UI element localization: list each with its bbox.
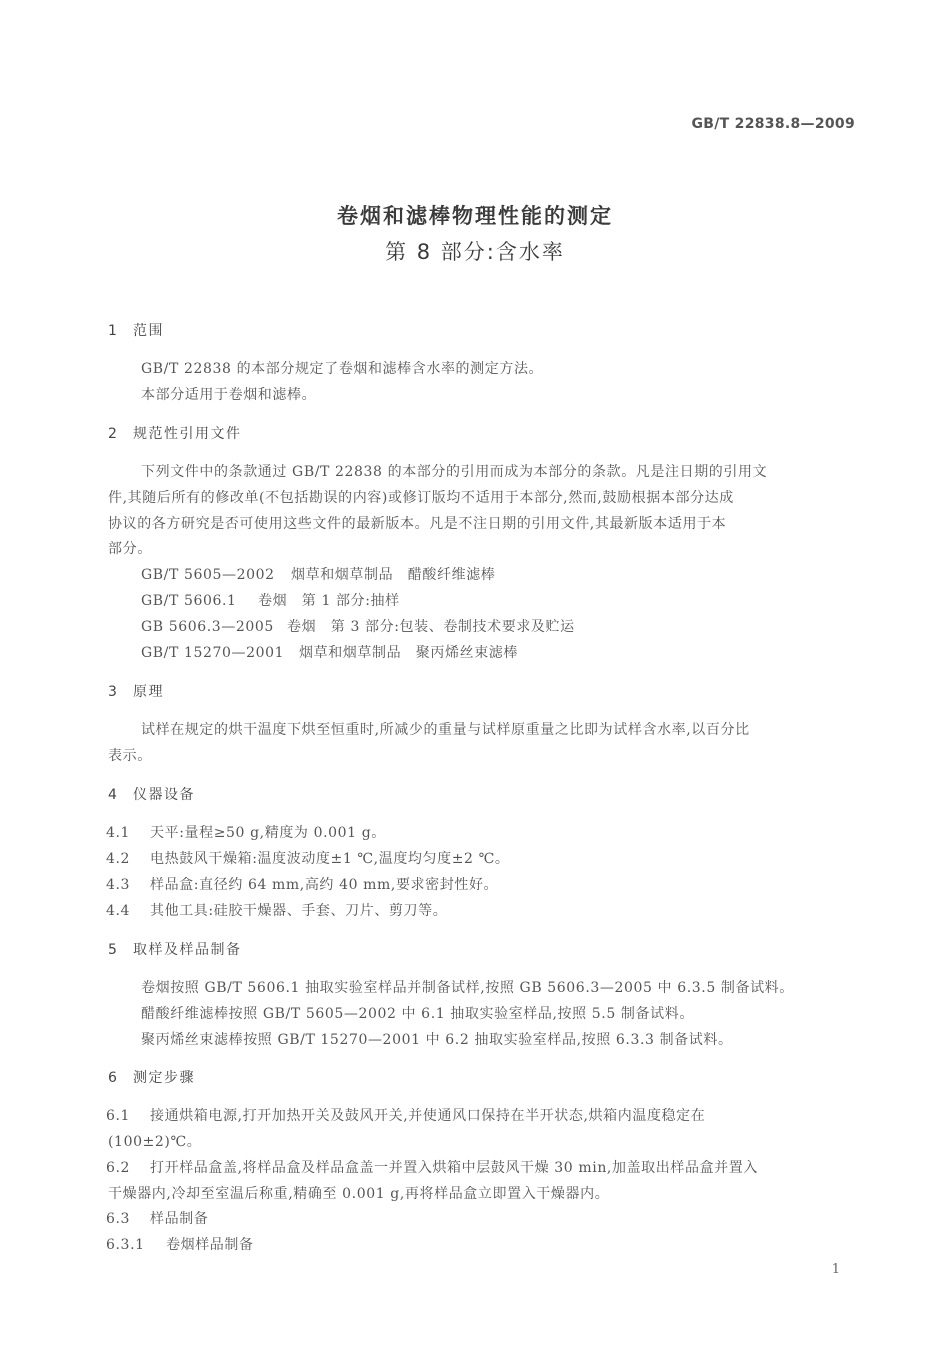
s6-item-3 bbox=[106, 1208, 208, 1228]
item-text: 其他工具:硅胶干燥器、手套、刀片、剪刀等。 bbox=[150, 903, 448, 919]
item-number: 6.3.1 bbox=[106, 1237, 145, 1253]
reference-title: 烟草和烟草制品 醋酸纤维滤棒 bbox=[291, 567, 496, 583]
section-number: 4 bbox=[108, 787, 119, 803]
s6-item-2-continuation: 干燥器内,冷却至室温后称重,精确至 0.001 g,再将样品盒立即置入干燥器内。 bbox=[108, 1186, 610, 1202]
section-title: 范围 bbox=[133, 323, 164, 339]
section-4-heading bbox=[108, 784, 195, 804]
section-6-heading bbox=[108, 1067, 195, 1087]
reference-code: GB 5606.3—2005 bbox=[141, 619, 274, 635]
document-title: 卷烟和滤棒物理性能的测定 bbox=[337, 204, 613, 228]
reference-title: 烟草和烟草制品 聚丙烯丝束滤棒 bbox=[299, 645, 518, 661]
s2-line-1: 下列文件中的条款通过 GB/T 22838 的本部分的引用而成为本部分的条款。凡是注日期的引用文 bbox=[141, 464, 768, 480]
s5-line-3: 聚丙烯丝束滤棒按照 GB/T 15270—2001 中 6.2 抽取实验室样品,按照 6.3.3 制备试料。 bbox=[141, 1032, 733, 1048]
s6-item-4 bbox=[106, 1234, 254, 1254]
section-title: 取样及样品制备 bbox=[133, 942, 242, 958]
section-title: 测定步骤 bbox=[133, 1070, 195, 1086]
s3-line-1: 试样在规定的烘干温度下烘至恒重时,所减少的重量与试样原重量之比即为试样含水率,以百分比 bbox=[141, 722, 750, 738]
s2-line-3: 协议的各方研究是否可使用这些文件的最新版本。凡是不注日期的引用文件,其最新版本适用于本 bbox=[108, 516, 727, 532]
s2-line-4: 部分。 bbox=[108, 541, 152, 557]
s4-item-2 bbox=[106, 848, 509, 868]
s3-line-2: 表示。 bbox=[108, 748, 152, 764]
document-subtitle: 第 8 部分:含水率 bbox=[385, 240, 565, 264]
standard-code: GB/T 22838.8—2009 bbox=[691, 116, 855, 132]
reference-code: GB/T 15270—2001 bbox=[141, 645, 285, 661]
s6-item-2 bbox=[106, 1157, 758, 1177]
item-text: 天平:量程≥50 g,精度为 0.001 g。 bbox=[150, 825, 386, 841]
item-text: 电热鼓风干燥箱:温度波动度±1 ℃,温度均匀度±2 ℃。 bbox=[150, 851, 510, 867]
section-number: 5 bbox=[108, 942, 119, 958]
section-3-heading bbox=[108, 681, 164, 701]
reference-title: 卷烟 第 3 部分:包装、卷制技术要求及贮运 bbox=[287, 619, 575, 635]
item-text: 打开样品盒盖,将样品盒及样品盒盖一并置入烘箱中层鼓风干燥 30 min,加盖取出样品盒并置入 bbox=[150, 1160, 758, 1176]
section-number: 1 bbox=[108, 323, 119, 339]
section-2-heading bbox=[108, 423, 242, 443]
s4-item-4 bbox=[106, 900, 447, 920]
section-1-heading bbox=[108, 320, 164, 340]
item-text: 样品制备 bbox=[150, 1211, 209, 1227]
s5-line-2: 醋酸纤维滤棒按照 GB/T 5605—2002 中 6.1 抽取实验室样品,按照 5.5 制备试料。 bbox=[141, 1006, 694, 1022]
section-number: 2 bbox=[108, 426, 119, 442]
s5-line-1: 卷烟按照 GB/T 5606.1 抽取实验室样品并制备试样,按照 GB 5606.3—2005 中 6.3.5 制备试料。 bbox=[141, 980, 794, 996]
section-title: 规范性引用文件 bbox=[133, 426, 242, 442]
section-title: 原理 bbox=[133, 684, 164, 700]
reference-title: 卷烟 第 1 部分:抽样 bbox=[258, 593, 400, 609]
s4-item-1 bbox=[106, 822, 386, 842]
item-number: 4.3 bbox=[106, 877, 131, 893]
reference-code: GB/T 5606.1 bbox=[141, 593, 237, 609]
s4-item-3 bbox=[106, 874, 498, 894]
page-number: 1 bbox=[831, 1262, 840, 1277]
item-number: 4.2 bbox=[106, 851, 131, 867]
s6-item-1-continuation: (100±2)℃。 bbox=[108, 1134, 202, 1150]
reference-item bbox=[141, 616, 575, 636]
item-number: 6.1 bbox=[106, 1108, 131, 1124]
section-5-heading bbox=[108, 939, 242, 959]
section-number: 6 bbox=[108, 1070, 119, 1086]
reference-item bbox=[141, 590, 400, 610]
s1-paragraph-2: 本部分适用于卷烟和滤棒。 bbox=[141, 387, 317, 403]
reference-code: GB/T 5605—2002 bbox=[141, 567, 275, 583]
section-title: 仪器设备 bbox=[133, 787, 195, 803]
s6-item-1 bbox=[106, 1105, 705, 1125]
item-text: 卷烟样品制备 bbox=[166, 1237, 254, 1253]
s1-paragraph-1: GB/T 22838 的本部分规定了卷烟和滤棒含水率的测定方法。 bbox=[141, 361, 544, 377]
reference-item bbox=[141, 642, 518, 662]
item-number: 4.1 bbox=[106, 825, 131, 841]
item-number: 6.2 bbox=[106, 1160, 131, 1176]
item-number: 6.3 bbox=[106, 1211, 131, 1227]
item-number: 4.4 bbox=[106, 903, 131, 919]
reference-item bbox=[141, 564, 495, 584]
item-text: 接通烘箱电源,打开加热开关及鼓风开关,并使通风口保持在半开状态,烘箱内温度稳定在 bbox=[150, 1108, 706, 1124]
s2-line-2: 件,其随后所有的修改单(不包括勘误的内容)或修订版均不适用于本部分,然而,鼓励根据本部分达成 bbox=[108, 490, 734, 506]
item-text: 样品盒:直径约 64 mm,高约 40 mm,要求密封性好。 bbox=[150, 877, 499, 893]
section-number: 3 bbox=[108, 684, 119, 700]
